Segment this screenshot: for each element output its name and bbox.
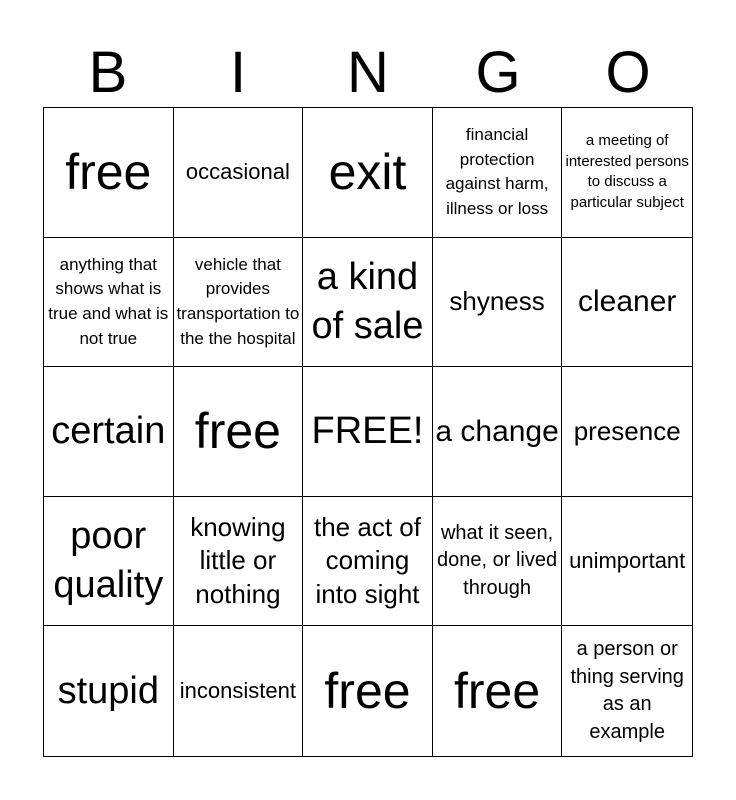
bingo-cell-r5-c2[interactable]: inconsistent [174, 626, 304, 756]
bingo-cell-r4-c4[interactable]: what it seen, done, or lived through [433, 497, 563, 627]
bingo-cell-r1-c1[interactable]: free [44, 108, 174, 238]
header-letter-o: O [605, 40, 651, 105]
bingo-cell-r1-c4[interactable]: financial protection against harm, illness or loss [433, 108, 563, 238]
bingo-cell-r2-c5[interactable]: cleaner [562, 238, 692, 368]
bingo-cell-r2-c1[interactable]: anything that shows what is true and what is not true [44, 238, 174, 368]
bingo-cell-r3-c3[interactable]: FREE! [303, 367, 433, 497]
bingo-cell-r4-c1[interactable]: poor quality [44, 497, 174, 627]
bingo-cell-r3-c1[interactable]: certain [44, 367, 174, 497]
bingo-cell-r2-c4[interactable]: shyness [433, 238, 563, 368]
header-letter-g: G [475, 40, 521, 105]
bingo-grid [43, 107, 693, 757]
bingo-cell-r1-c3[interactable]: exit [303, 108, 433, 238]
bingo-cell-r5-c4[interactable]: free [433, 626, 563, 756]
bingo-cell-r1-c5[interactable]: a meeting of interested persons to discuss a particular subject [562, 108, 692, 238]
bingo-cell-r3-c5[interactable]: presence [562, 367, 692, 497]
bingo-header [43, 40, 693, 106]
header-letter-n: N [347, 40, 389, 105]
bingo-cell-r1-c2[interactable]: occasional [174, 108, 304, 238]
bingo-cell-r2-c2[interactable]: vehicle that provides transportation to the the hospital [174, 238, 304, 368]
bingo-cell-r4-c5[interactable]: unimportant [562, 497, 692, 627]
bingo-cell-r3-c2[interactable]: free [174, 367, 304, 497]
header-letter-b: B [88, 40, 128, 105]
bingo-cell-r4-c2[interactable]: knowing little or nothing [174, 497, 304, 627]
bingo-cell-r3-c4[interactable]: a change [433, 367, 563, 497]
bingo-cell-r2-c3[interactable]: a kind of sale [303, 238, 433, 368]
bingo-cell-r5-c3[interactable]: free [303, 626, 433, 756]
header-letter-i: I [229, 40, 247, 105]
bingo-cell-r5-c5[interactable]: a person or thing serving as an example [570, 638, 684, 743]
bingo-cell-r4-c3[interactable]: the act of coming into sight [303, 497, 433, 627]
bingo-cell-r5-c1[interactable]: stupid [44, 626, 174, 756]
